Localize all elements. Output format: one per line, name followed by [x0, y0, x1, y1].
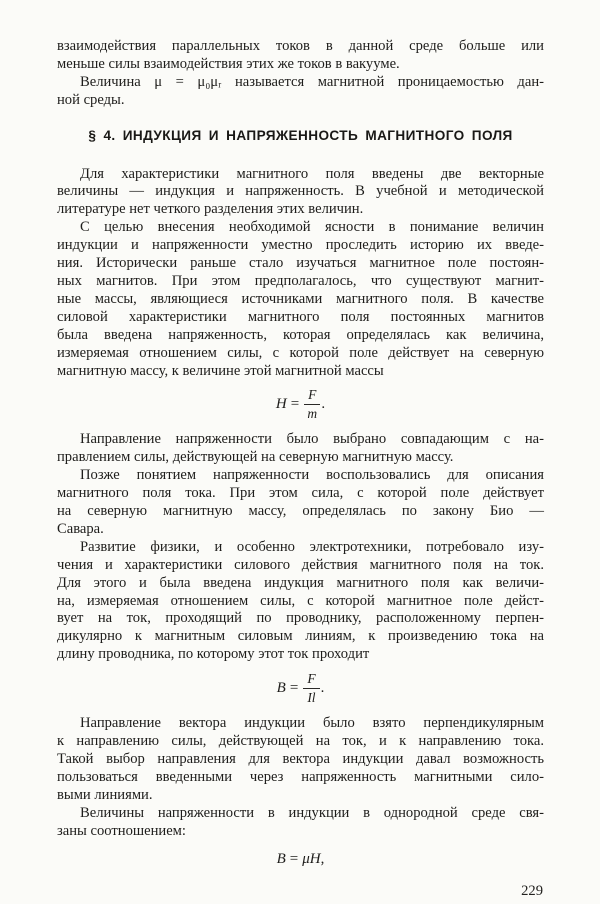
text-line: к направлению силы, действующей на ток, и к направлению тока.	[57, 733, 544, 750]
formula-punctuation: ,	[320, 850, 325, 867]
text-line: литературе нет четкого разделения этих величин.	[57, 201, 364, 218]
paragraph-biot-savart	[57, 467, 544, 539]
formula-induction-b-equals-f-over-il	[57, 671, 544, 706]
text-line: правлением силы, действующей на северную магнитную массу.	[57, 449, 454, 466]
paragraph-history-of-intensity	[57, 219, 544, 380]
text-line: дикулярно к магнитным силовым линиям, к произведению тока на	[57, 628, 544, 645]
fraction-numerator: F	[304, 387, 320, 405]
formula-lhs: H	[275, 396, 287, 413]
text-line: заны соотношением:	[57, 822, 186, 839]
fraction	[303, 671, 319, 706]
page-number: 229	[521, 883, 543, 900]
text-line: Направление вектора индукции было взято перпендикулярным	[80, 715, 544, 732]
text-line: ной среды.	[57, 91, 125, 108]
text-line: величины — индукция и напряженность. В учебной и методической	[57, 183, 544, 200]
text-line: магнитного поля тока. При этом сила, с которой поле действует	[57, 485, 544, 502]
text-line: индукции и напряженности уместно проследить историю их введе-	[57, 237, 544, 254]
text-line: чения и характеристики силового действия магнитного поля на ток.	[57, 556, 544, 573]
text-line: ния. Исторически раньше стало изучаться магнитное поле постоян-	[57, 255, 544, 272]
text-line: С целью внесения необходимой ясности в понимание величин	[80, 219, 544, 236]
text-line: на, измеряемая отношением силы, с которой магнитное поле дейст-	[57, 592, 544, 609]
formula-punctuation: .	[320, 680, 325, 697]
paragraph-intensity-direction	[57, 431, 544, 467]
formula-punctuation: .	[321, 396, 326, 413]
text-line: Савара.	[57, 520, 104, 537]
paragraph-induction-vector-direction	[57, 715, 544, 805]
text-line: на северную магнитную массу, определялась по закону Био —	[57, 503, 544, 520]
text-line: Развитие физики, и особенно электротехники, потребовало изу-	[80, 538, 544, 555]
text-line: Для этого и была введена индукция магнитного поля как величи-	[57, 574, 544, 591]
text-line: Направление напряженности было выбрано совпадающим с на-	[80, 431, 544, 448]
text-line: меньше силы взаимодействия этих же токов в вакууме.	[57, 55, 400, 72]
text-line: Величины напряженности в индукции в однородной среде свя-	[80, 804, 544, 821]
fraction-denominator: m	[307, 406, 318, 422]
text-line: измеряемая отношением силы, с которой поле действует на северную	[57, 344, 544, 361]
formula-intensity-h-equals-f-over-m	[57, 387, 544, 422]
text-line: Величина μ = μ₀μᵣ называется магнитной проницаемостью дан-	[80, 73, 544, 90]
text-line: выми линиями.	[57, 786, 153, 803]
text-line: Для характеристики магнитного поля введены две векторные	[80, 165, 544, 182]
fraction	[304, 387, 320, 422]
formula-b-equals-mu-h	[57, 851, 544, 869]
text-line: взаимодействия параллельных токов в данной среде больше или	[57, 38, 544, 54]
text-line: Позже понятием напряженности воспользовались для описания	[80, 467, 544, 484]
formula-rhs: μH	[302, 850, 321, 867]
text-line: была введена напряженность, которая определялась как величина,	[57, 326, 544, 343]
formula-lhs: B	[276, 680, 286, 697]
paragraph-induction-definition	[57, 539, 544, 664]
formula-lhs: B	[276, 850, 286, 867]
paragraph-permeability	[57, 74, 544, 110]
paragraph-relation-intro	[57, 805, 544, 841]
text-line: длину проводника, по которому этот ток проходит	[57, 646, 370, 663]
text-line: ные массы, являющиеся источниками магнитного поля. В качестве	[57, 290, 544, 307]
equals-sign: =	[289, 850, 299, 867]
fraction-numerator: F	[303, 671, 319, 689]
text-line: Такой выбор направления для вектора индукции давал возможность	[57, 751, 544, 767]
text-line: вует на ток, проходящий по проводнику, расположенному перпен-	[57, 610, 544, 627]
paragraph-two-vector-quantities	[57, 166, 544, 220]
text-line: силовой характеристики магнитного поля постоянных магнитов	[57, 308, 544, 325]
section-heading: § 4. ИНДУКЦИЯ И НАПРЯЖЕННОСТЬ МАГНИТНОГО ПОЛЯ	[88, 127, 513, 143]
equals-sign: =	[289, 680, 299, 697]
text-line: ных магнитов. При этом предполагалось, что существуют магнит-	[57, 272, 544, 289]
paragraph-intro-continuation	[57, 38, 544, 74]
fraction-denominator: Il	[307, 690, 316, 706]
text-line: пользоваться введенными через напряженность магнитными сило-	[57, 768, 544, 785]
equals-sign: =	[290, 396, 300, 413]
text-line: магнитную массу, к величине этой магнитной массы	[57, 362, 384, 379]
